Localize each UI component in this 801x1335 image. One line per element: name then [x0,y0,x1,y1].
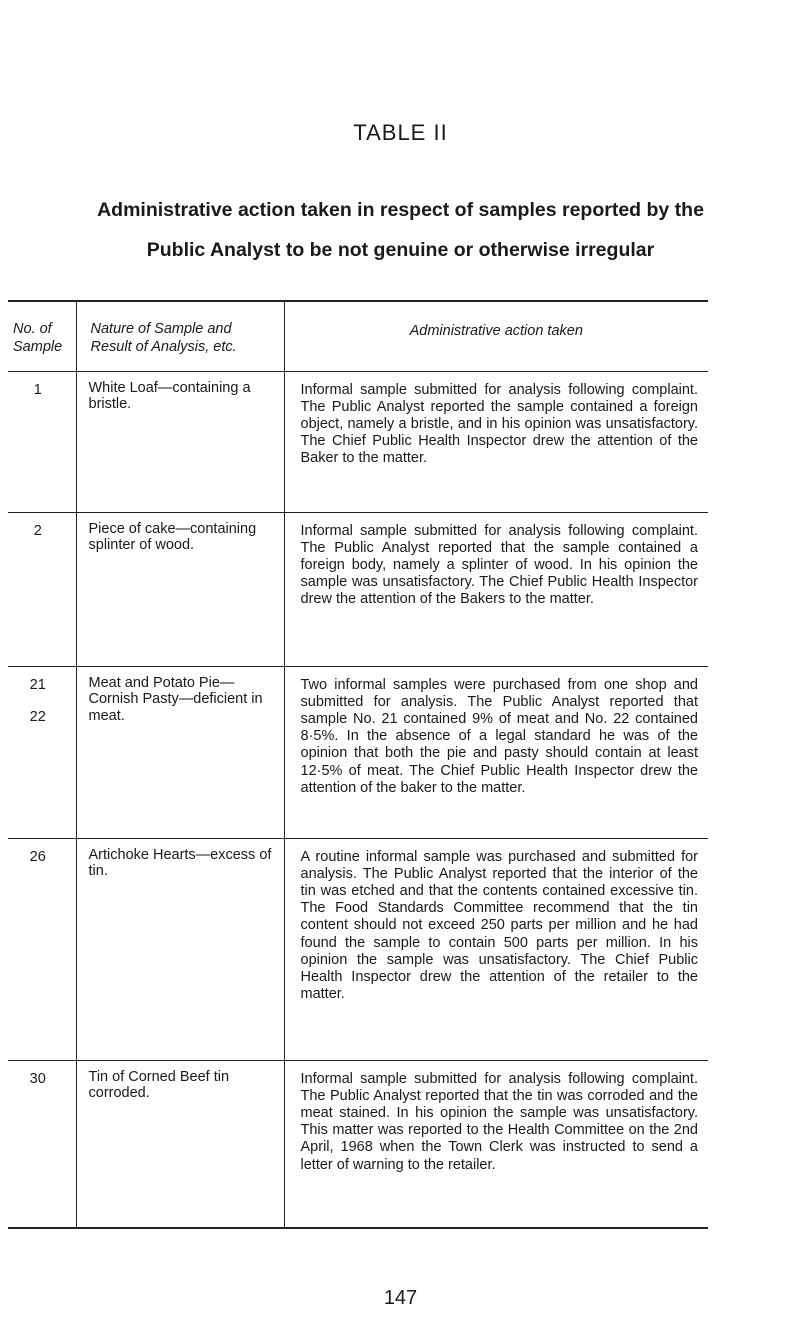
sample-number: 26 [29,848,46,865]
table-row [8,666,708,838]
header-nature-of-sample [76,301,284,371]
table-heading: TABLE II [353,120,448,145]
sample-number: 1 [33,381,42,398]
header-nature-line-1: Nature of Sample and [90,321,232,337]
action-taken: Informal sample submitted for analysis following complaint. The Public Analyst reported that the sample contained a foreign body, namely a splinter of wood. In his opinion the sample was unsatisfactory. The Chief Public Health Inspector drew the attention of the Bakers to the matter. [284,512,708,666]
table-row [8,1060,708,1228]
sample-nature-pie: Meat and Potato Pie— [88,674,235,691]
sample-nature: Tin of Corned Beef tin corroded. [76,1060,284,1228]
table-row [8,838,708,1060]
action-taken: Two informal samples were purchased from one shop and submitted for analysis. The Public Analyst reported that sample No. 21 contained 9% of meat and No. 22 contained 8·5%. In the absence of a legal standard he was of the opinion that both the pie and pasty should contain at least 12·5% of meat. The Chief Public Health Inspector drew the attention of the baker to the matter. [284,666,708,838]
sample-number [8,666,76,838]
action-taken: Informal sample submitted for analysis following complaint. The Public Analyst reported that the tin was corroded and the meat stained. In his opinion the sample was unsatisfactory. This matter was reported to the Health Committee on the 2nd April, 1968 when the Town Clerk was instructed to send a letter of warning to the retailer. [284,1060,708,1228]
action-taken: A routine informal sample was purchased and submitted for analysis. The Public Analyst reported that the interior of the tin was etched and that the contents contained excessive tin. The Food Standards Committee recommend that the tin content should not exceed 250 parts per million and he had found the sample to contain 500 parts per million. In his opinion the sample was unsatisfactory. The Chief Public Health Inspector drew the attention of the retailer to the matter. [284,838,708,1060]
header-sample-number-line-1: No. of [13,321,52,337]
header-sample-number [8,301,76,371]
table-row [8,512,708,666]
table-row [8,371,708,512]
sample-nature [76,666,284,838]
header-sample-number-line-2: Sample [13,339,63,355]
table-header-row [8,301,708,371]
action-taken: Informal sample submitted for analysis following complaint. The Public Analyst reported the sample contained a foreign object, namely a bristle, and in his opinion was unsatisfactory. The Chief Public Health Inspector drew the attention of the Baker to the matter. [284,371,708,512]
sample-number-21: 21 [29,676,46,693]
sample-nature: White Loaf—containing a bristle. [76,371,284,512]
sample-nature: Artichoke Hearts—excess of tin. [76,838,284,1060]
sample-number: 2 [33,522,42,539]
page-number: 147 [383,1287,418,1309]
table-caption-line-2: Public Analyst to be not genuine or otherwise irregular [146,239,655,261]
sample-nature-pasty: Cornish Pasty—deficient in meat. [88,691,263,724]
sample-nature: Piece of cake—containing splinter of wood. [76,512,284,666]
header-nature-line-2: Result of Analysis, etc. [90,339,237,355]
table-caption-line-1: Administrative action taken in respect of samples reported by the [97,199,704,221]
sample-number-22: 22 [29,708,46,725]
samples-table [8,300,708,1229]
sample-number: 30 [29,1070,46,1087]
header-administrative-action: Administrative action taken [284,301,708,371]
